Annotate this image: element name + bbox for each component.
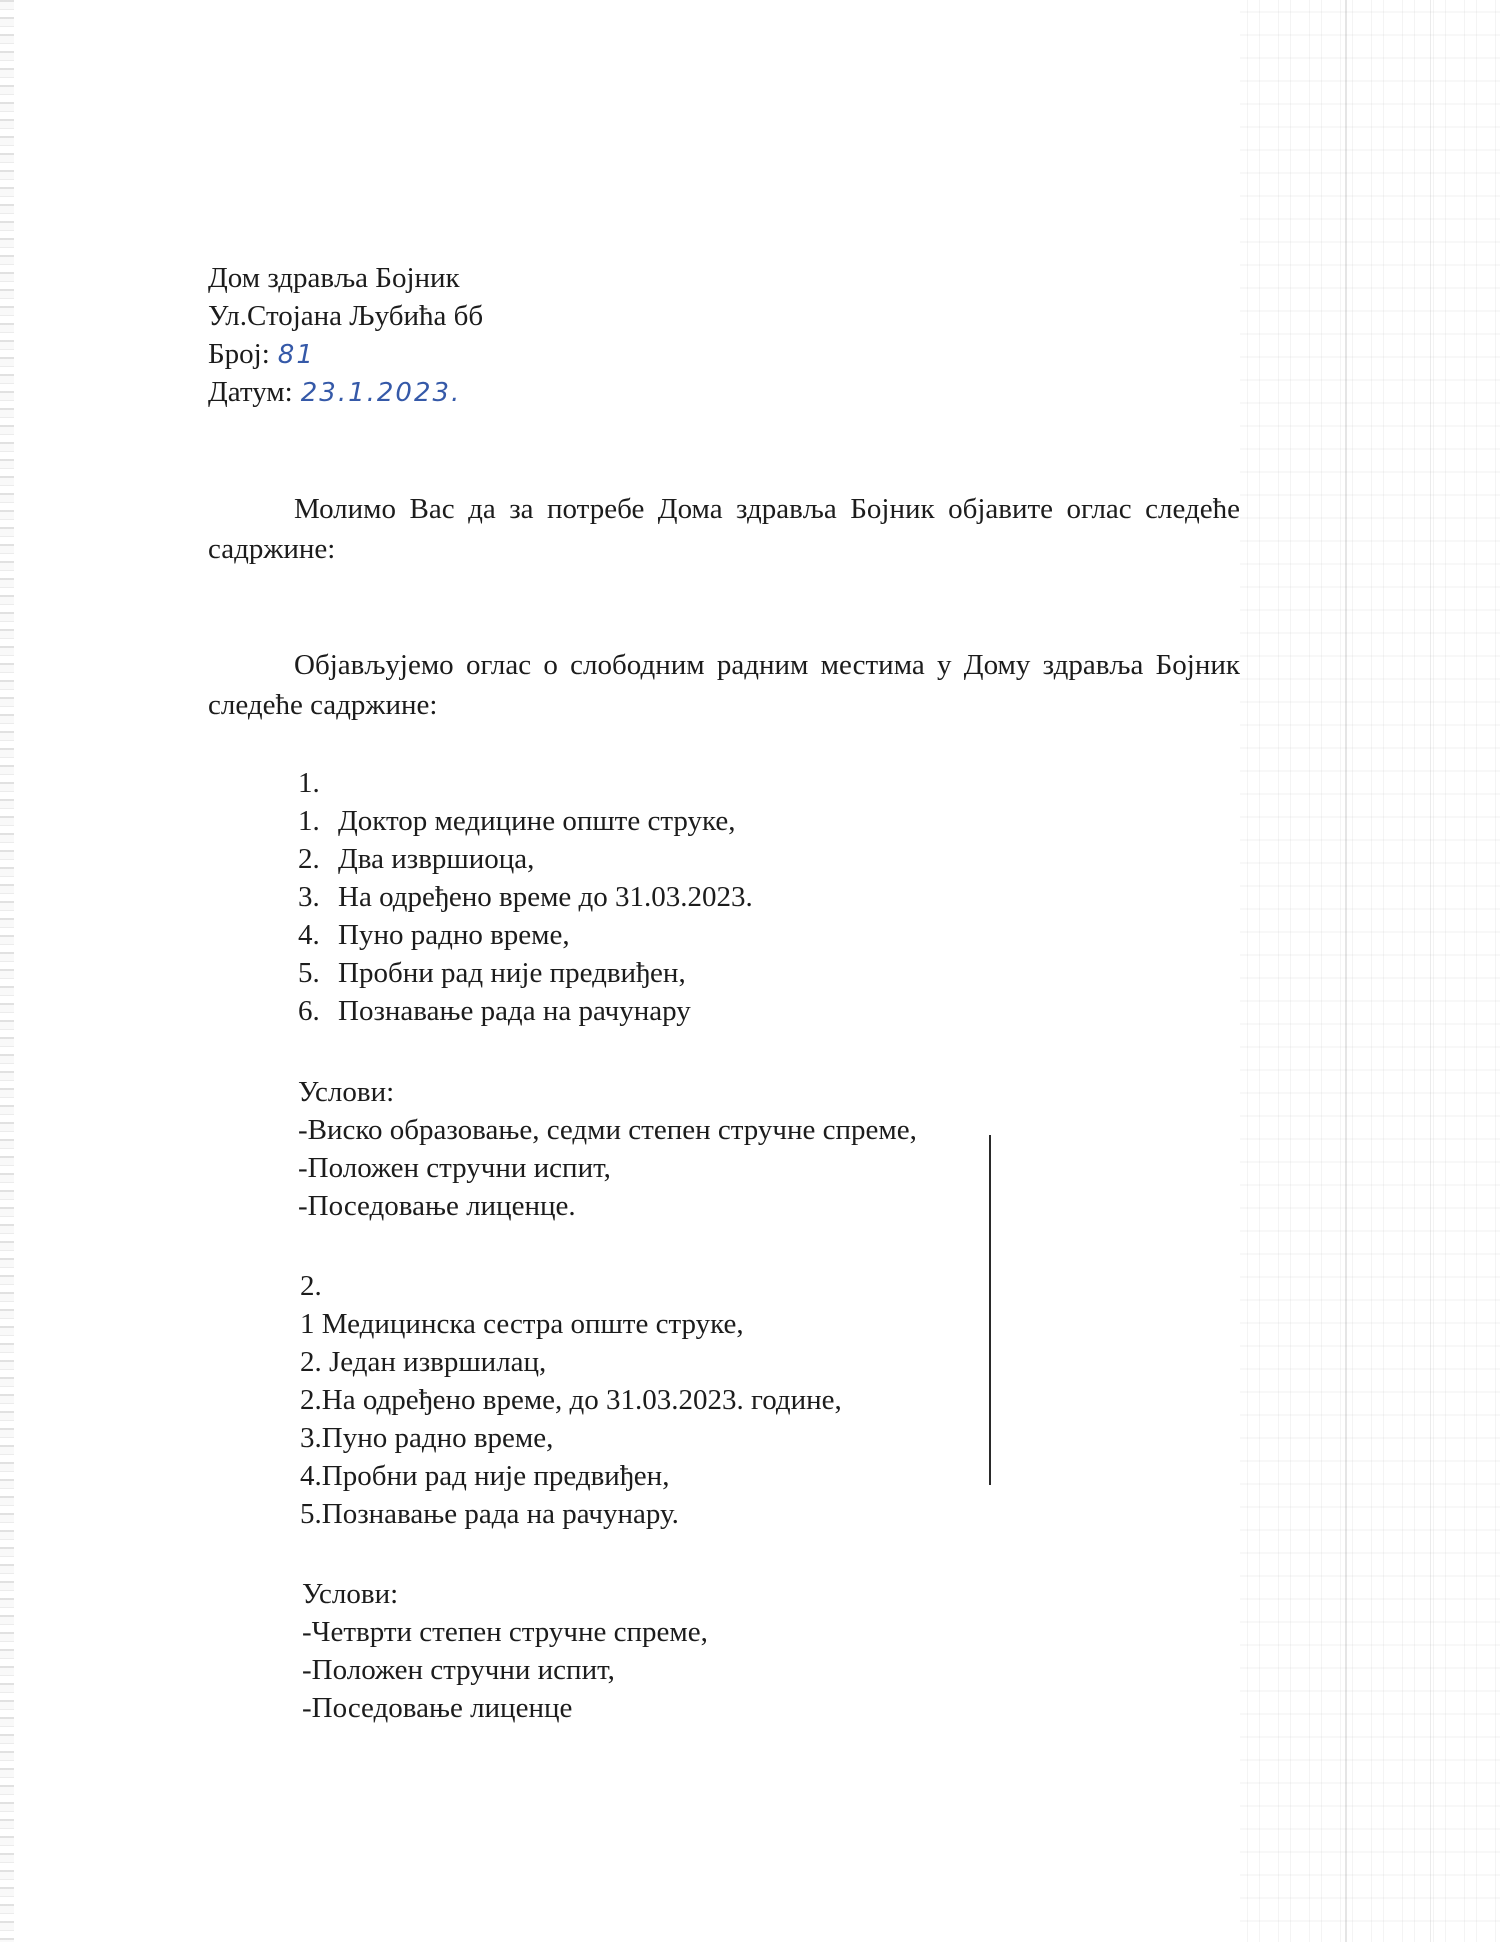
section-2-item: 1 Медицинска сестра опште струке,	[300, 1308, 744, 1340]
section-1-number: 1.	[298, 767, 320, 799]
section-2-item: 4.Пробни рад није предвиђен,	[300, 1460, 670, 1492]
section-1-item: 5. Пробни рад није предвиђен,	[298, 957, 686, 989]
section-2-item: 2. Један извршилац,	[300, 1346, 547, 1378]
section-2-item: 2.На одређено време, до 31.03.2023. године,	[300, 1384, 842, 1416]
section-1-condition: -Виско образовање, седми степен стручне спреме,	[298, 1114, 917, 1146]
scan-streak-artifact	[1240, 0, 1500, 1942]
section-1-item: 1. Доктор медицине опште струке,	[298, 805, 736, 837]
section-1-conditions-title: Услови:	[298, 1076, 395, 1108]
intro-paragraph	[208, 489, 1240, 569]
section-1-condition: -Поседовање лиценце.	[298, 1190, 576, 1222]
section-1-item: 2. Два извршиоца,	[298, 843, 535, 875]
section-2-item: 5.Познавање рада на рачунару.	[300, 1498, 679, 1530]
scan-line-artifact	[1345, 0, 1347, 1942]
institution-address: Ул.Стојана Љубића бб	[208, 300, 484, 332]
section-1-item: 4. Пуно радно време,	[298, 919, 570, 951]
number-label: Број:	[208, 338, 270, 370]
section-1-condition: -Положен стручни испит,	[298, 1152, 611, 1184]
announcement-paragraph	[208, 645, 1240, 725]
document-number	[208, 336, 315, 373]
announcement-text: Објављујемо оглас о слободним радним местима у Дому здравља Бојник следеће садржине:	[208, 649, 1240, 721]
section-2-condition: -Четврти степен стручне спреме,	[302, 1616, 708, 1648]
section-2-condition: -Поседовање лиценце	[302, 1692, 573, 1724]
scan-edge-artifact	[0, 0, 14, 1942]
section-2-condition: -Положен стручни испит,	[302, 1654, 615, 1686]
date-label: Датум:	[208, 376, 293, 408]
number-handwritten: 81	[277, 340, 315, 370]
section-1-item: 3. На одређено време до 31.03.2023.	[298, 881, 753, 913]
margin-mark-line	[989, 1135, 991, 1485]
intro-text: Молимо Вас да за потребе Дома здравља Бојник објавите оглас следеће садржине:	[208, 493, 1240, 565]
institution-name: Дом здравља Бојник	[208, 262, 460, 294]
scan-line-artifact	[1430, 0, 1431, 1942]
date-handwritten: 23.1.2023.	[300, 378, 462, 408]
section-2-item: 3.Пуно радно време,	[300, 1422, 554, 1454]
document-date	[208, 374, 461, 411]
section-2-number: 2.	[300, 1270, 322, 1302]
section-1-item: 6. Познавање рада на рачунару	[298, 995, 691, 1027]
section-2-conditions-title: Услови:	[302, 1578, 399, 1610]
